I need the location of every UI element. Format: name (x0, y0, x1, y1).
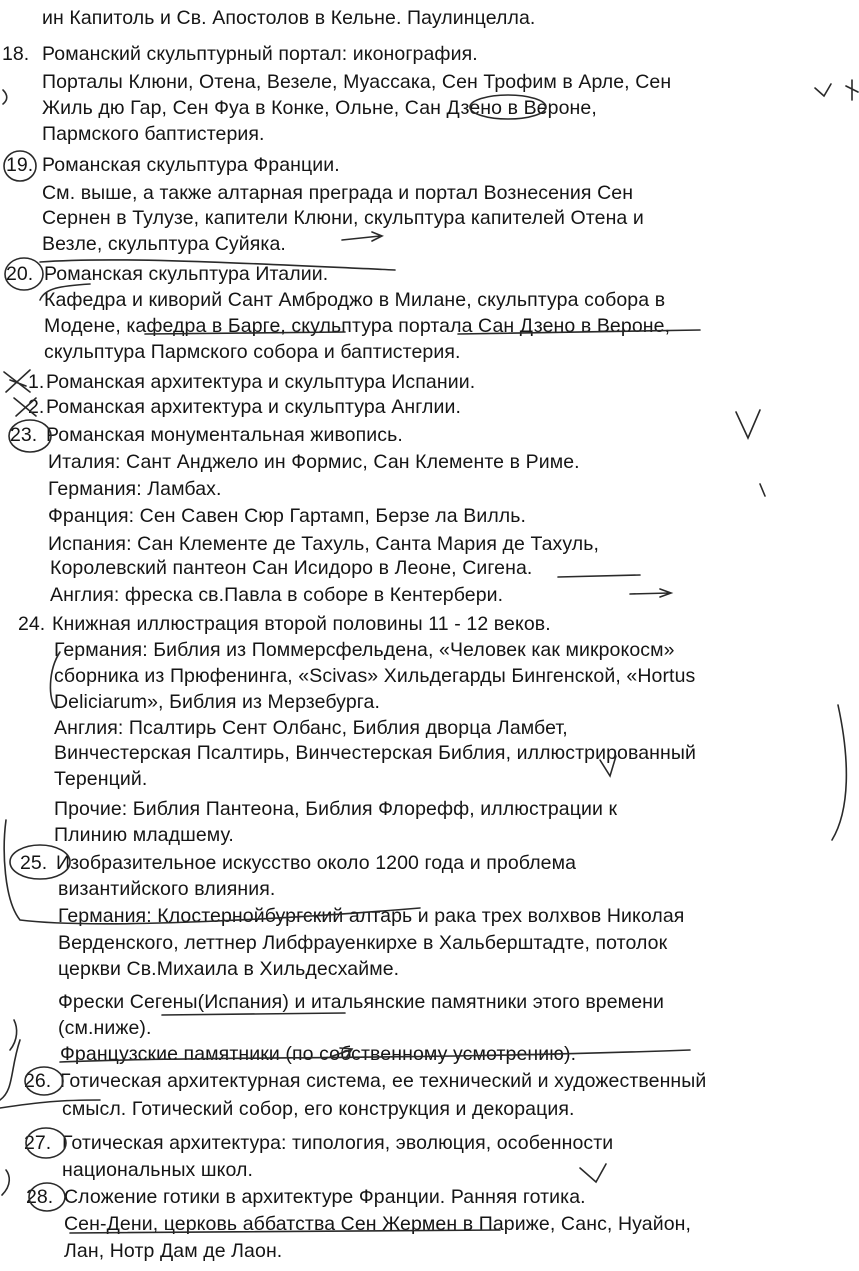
item-18-number: 18. (2, 43, 30, 65)
item-24-line-2: сборника из Прюфенинга, «Scivas» Хильдегарды Бингенской, «Hortus (54, 665, 696, 687)
item-19-line-1: См. выше, а также алтарная преграда и портал Вознесения Сен (42, 182, 634, 204)
item-23-line-5: Королевский пантеон Сан Исидоро в Леоне, Сигена. (50, 557, 533, 579)
item-23-line-3: Франция: Сен Савен Сюр Гартамп, Берзе ла Вилль. (48, 505, 527, 527)
item-24-line-5: Винчестерская Псалтирь, Винчестерская Библия, иллюстрированный (54, 742, 697, 764)
item-20-line-2: Модене, кафедра в Барге, скульптура портала Сан Дзено в Вероне, (44, 315, 671, 337)
item-24-line-6: Теренций. (54, 768, 148, 790)
item-18-title: Романский скульптурный портал: иконография. (42, 43, 478, 65)
plus-mark-right (846, 80, 858, 100)
item-23-number: 23. (10, 424, 38, 446)
tick-mark-4 (760, 484, 765, 496)
item-23-line-2: Германия: Ламбах. (48, 478, 222, 500)
tick-mark-1 (736, 410, 760, 438)
item-27-number: 27. (24, 1132, 52, 1154)
item-24-line-3: Deliciarum», Библия из Мерзебурга. (54, 691, 381, 713)
item-18-line-2: Жиль дю Гар, Сен Фуа в Конке, Ольне, Сан Дзено в Вероне, (42, 97, 597, 119)
item-21-number: 1. (28, 371, 45, 393)
item-19-number: 19. (6, 154, 34, 176)
item-22-title: Романская архитектура и скульптура Англии. (46, 396, 462, 418)
item-25-line-7: Французские памятники (по собственному усмотрению). (60, 1043, 577, 1065)
item-27-line-1: национальных школ. (62, 1159, 254, 1181)
item-22-number: 2. (28, 396, 45, 418)
item-23-line-6: Англия: фреска св.Павла в соборе в Кентербери. (50, 584, 504, 606)
underline-sigena (558, 575, 640, 577)
item-24-line-8: Плинию младшему. (54, 824, 234, 846)
item-18-line-1: Порталы Клюни, Отена, Везеле, Муассака, Сен Трофим в Арле, Сен (42, 71, 672, 93)
item-24-line-4: Англия: Псалтирь Сент Олбанс, Библия дворца Ламбет, (54, 717, 568, 739)
item-24-title: Книжная иллюстрация второй половины 11 - 12 веков. (52, 613, 551, 635)
brace-right-24 (832, 705, 846, 840)
item-28-line-2: Лан, Нотр Дам де Лаон. (64, 1240, 283, 1262)
side-mark-2 (2, 1170, 9, 1195)
item-20-line-3: скульптура Пармского собора и баптистерия. (44, 341, 461, 363)
item-23-line-4: Испания: Сан Клементе де Тахуль, Санта Мария де Тахуль, (48, 533, 600, 555)
tick-mark-2 (580, 1164, 606, 1182)
item-25-line-2: Германия: Клостернойбургский алтарь и рака трех волхвов Николая (58, 905, 685, 927)
item-24-number: 24. (18, 613, 46, 635)
item-25-line-6: (см.ниже). (58, 1017, 152, 1039)
item-25-line-4: церкви Св.Михаила в Хильдесхайме. (58, 958, 400, 980)
strike-mark-21 (4, 370, 30, 392)
arrow-23 (630, 589, 671, 597)
side-mark-18 (3, 90, 7, 104)
item-25-line-1: византийского влияния. (58, 878, 276, 900)
item-18-line-3: Пармского баптистерия. (42, 123, 265, 145)
item-23-title: Романская монументальная живопись. (46, 424, 403, 446)
item-23-line-1: Италия: Сант Анджело ин Формис, Сан Клементе в Риме. (48, 451, 580, 473)
item-28-title: Сложение готики в архитектуре Франции. Ранняя готика. (64, 1186, 586, 1208)
item-24-line-7: Прочие: Библия Пантеона, Библия Флорефф, иллюстрации к (54, 798, 618, 820)
item-25-number: 25. (20, 852, 48, 874)
side-mark-25 (10, 1020, 17, 1050)
item-28-line-1: Сен-Дени, церковь аббатства Сен Жермен в Париже, Санс, Нуайон, (64, 1213, 692, 1235)
item-25-title: Изобразительное искусство около 1200 года и проблема (56, 852, 577, 874)
brace-25b (0, 1040, 20, 1100)
item-21-title: Романская архитектура и скульптура Испании. (46, 371, 476, 393)
item-20-number: 20. (6, 263, 34, 285)
item-26-number: 26. (24, 1070, 52, 1092)
item-20-title: Романская скульптура Италии. (44, 263, 329, 285)
item-26-title: Готическая архитектурная система, ее технический и художественный (60, 1070, 707, 1092)
item-25-line-5: Фрески Сегены(Испания) и итальянские памятники этого времени (58, 991, 664, 1013)
item-19-line-2: Сернен в Тулузе, капители Клюни, скульптура капителей Отена и (42, 207, 644, 229)
item-24-line-1: Германия: Библия из Поммерсфельдена, «Человек как микрокосм» (54, 639, 675, 661)
item-25-line-3: Верденского, леттнер Либфрауенкирхе в Хальберштадте, потолок (58, 932, 668, 954)
item-28-number: 28. (26, 1186, 54, 1208)
item-19-title: Романская скульптура Франции. (42, 154, 340, 176)
item-27-title: Готическая архитектура: типология, эволюция, особенности (62, 1132, 614, 1154)
item-19-line-3: Везле, скульптура Суйяка. (42, 233, 286, 255)
arrow-19 (342, 232, 382, 241)
item-20-line-1: Кафедра и киворий Сант Амброджо в Милане, скульптура собора в (44, 289, 666, 311)
item-26-line-1: смысл. Готический собор, его конструкция и декорация. (62, 1098, 575, 1120)
intro-line: ин Капитоль и Св. Апостолов в Кельне. Паулинцелла. (42, 7, 536, 29)
